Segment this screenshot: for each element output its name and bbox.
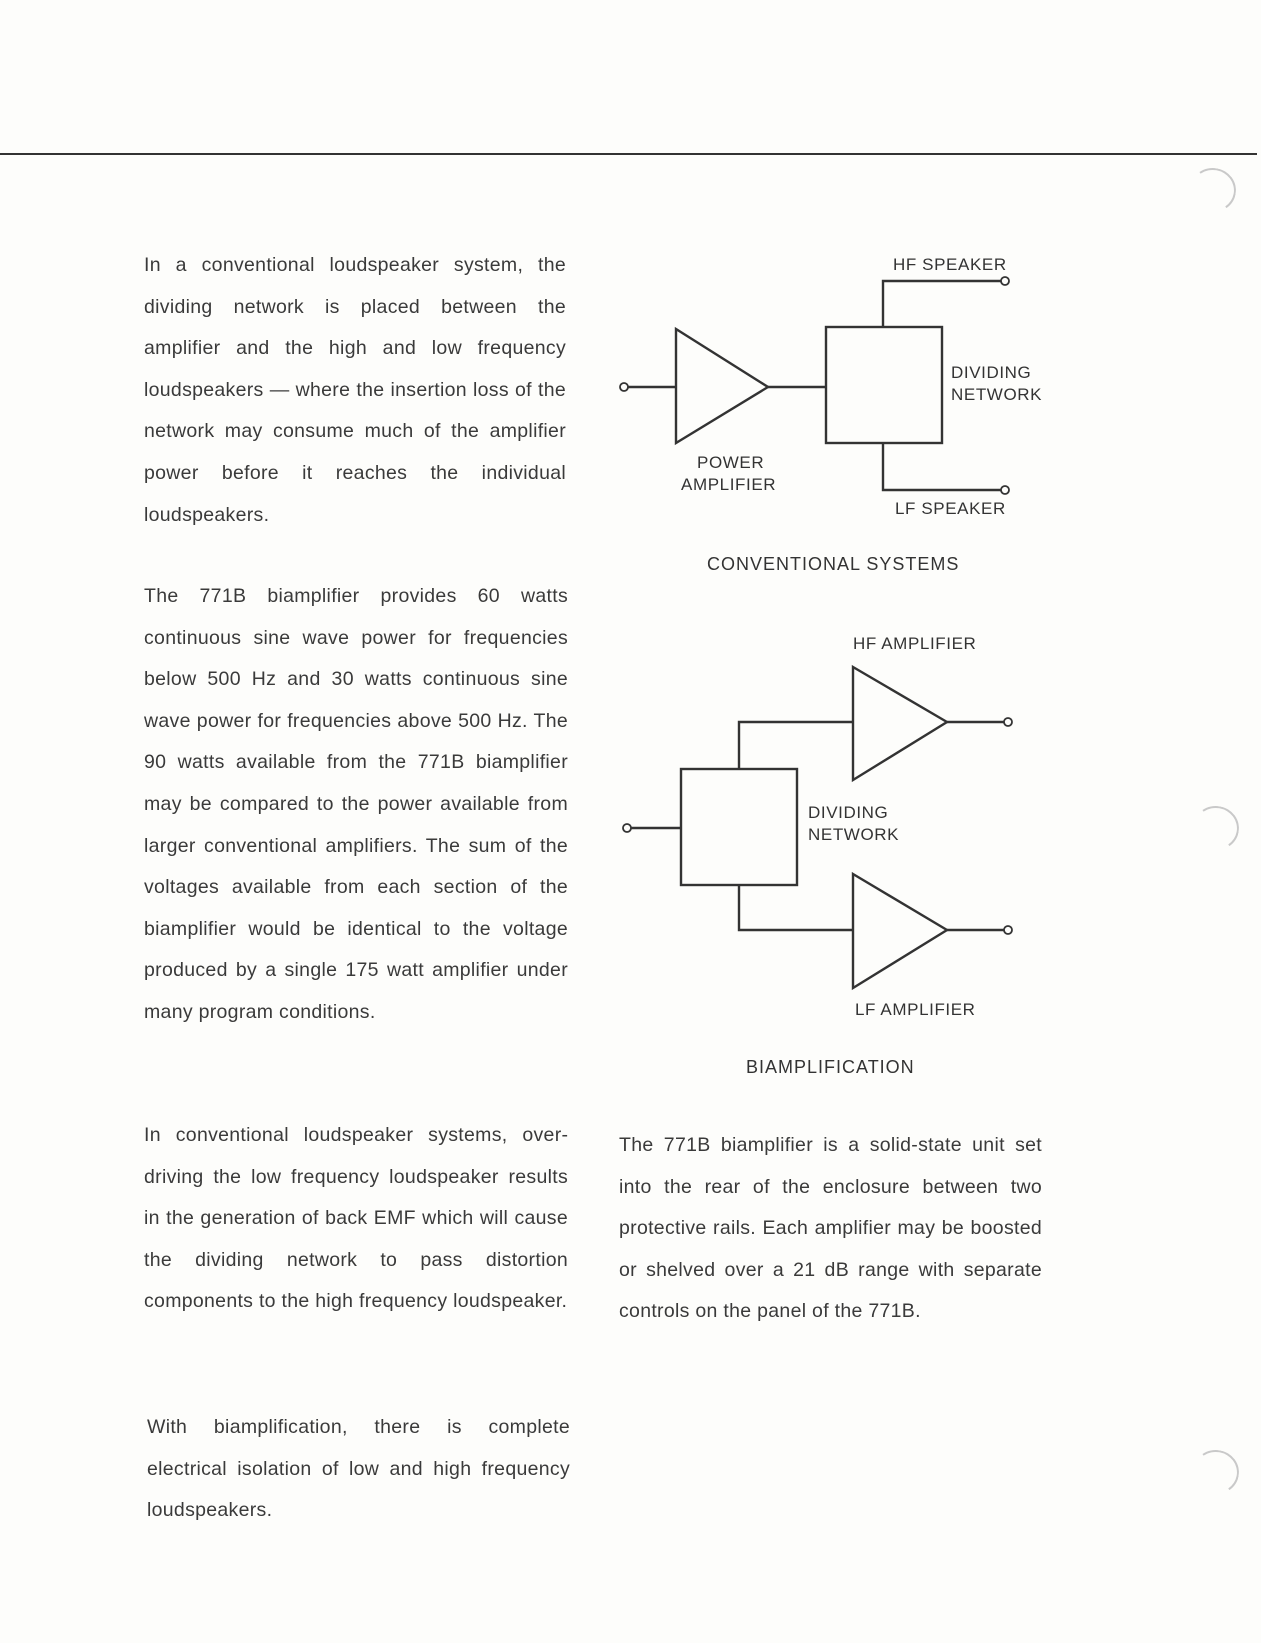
hf-amplifier-label: HF AMPLIFIER — [853, 634, 977, 653]
lf-amplifier-triangle — [853, 874, 947, 988]
paragraph-back-emf: In conventional loudspeaker systems, overdriving the low frequency loudspeaker results in the generation of back EMF which will cause the dividing network to pass distortion components to the high frequency loudspeaker. — [144, 1124, 568, 1313]
dividing-network-label-line1: DIVIDING — [951, 363, 1032, 382]
biamp-dividing-label-line2: NETWORK — [808, 825, 900, 844]
network-to-hf-amp-wire — [739, 722, 853, 769]
lf-amplifier-label: LF AMPLIFIER — [855, 1000, 976, 1019]
paragraph-conventional-system: In a conventional loudspeaker system, the dividing network is placed between the amplifier and the high and low frequency loudspeakers — where the insertion loss of the network may consume much of the amplifier power before it reaches the individual loudspeakers. — [144, 254, 566, 526]
hf-amplifier-triangle — [853, 667, 947, 780]
hf-speaker-label: HF SPEAKER — [893, 255, 1007, 274]
lf-speaker-label: LF SPEAKER — [895, 499, 1006, 518]
conventional-systems-caption: CONVENTIONAL SYSTEMS — [707, 554, 960, 574]
biamp-input-terminal — [623, 824, 631, 832]
lf-output-terminal — [1004, 926, 1012, 934]
paragraph-isolation: With biamplification, there is complete electrical isolation of low and high frequency loudspeakers. — [147, 1416, 570, 1522]
biamp-dividing-network-box — [681, 769, 797, 885]
paragraph-771b-unit: The 771B biamplifier is a solid-state unit set into the rear of the enclosure between two protective rails. Each amplifier may be boosted or shelved over a 21 dB range with separate controls on the panel of the 771B. — [619, 1134, 1042, 1323]
hf-output-terminal — [1004, 718, 1012, 726]
dividing-network-label-line2: NETWORK — [951, 385, 1043, 404]
power-amplifier-label-line1: POWER — [697, 453, 765, 472]
power-amplifier-label-line2: AMPLIFIER — [681, 475, 777, 494]
biamplification-caption: BIAMPLIFICATION — [746, 1057, 915, 1077]
biamp-dividing-label-line1: DIVIDING — [808, 803, 889, 822]
paragraph-771b-power: The 771B biamplifier provides 60 watts continuous sine wave power for frequencies below 500 Hz and 30 watts continuous sine wave power for frequencies above 500 Hz. The 90 watts available from the 771B biamplifier may be compared to the power available from larger conventional amplifiers. The sum of the voltages available from each section of the biamplifier would be identical to the voltage produced by a single 175 watt amplifier under many program conditions. — [144, 585, 568, 1023]
network-to-lf-amp-wire — [739, 885, 853, 930]
